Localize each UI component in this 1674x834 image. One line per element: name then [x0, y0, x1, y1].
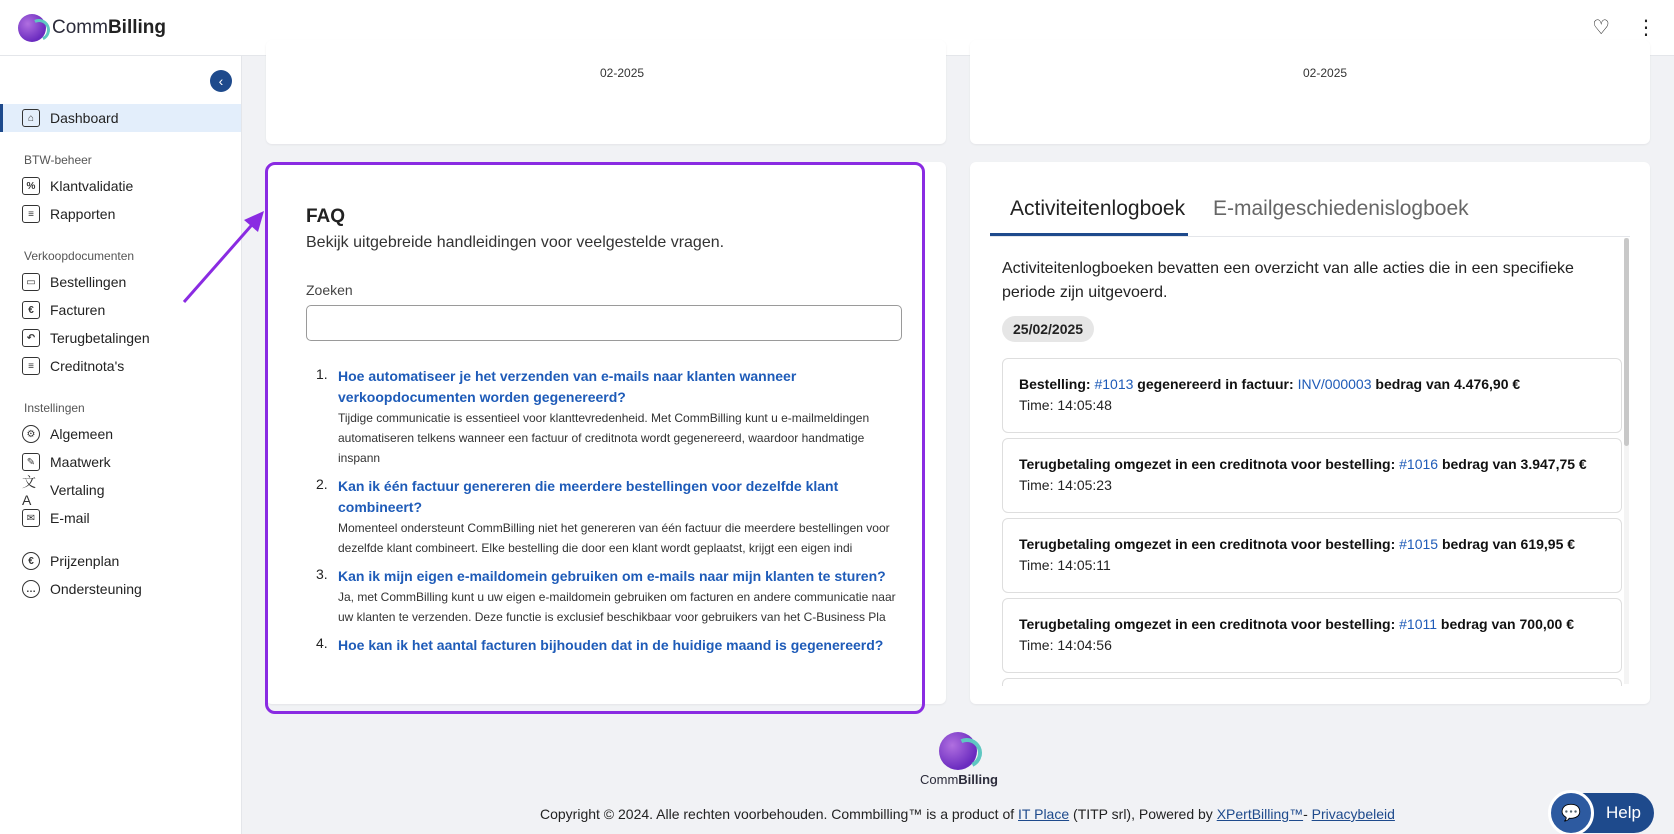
faq-title: FAQ — [306, 206, 346, 227]
home-icon: ⌂ — [22, 109, 40, 127]
refund-document-icon: ↶ — [22, 329, 40, 347]
sidebar-collapse-button[interactable]: ‹ — [210, 70, 232, 92]
document-icon: ≡ — [22, 205, 40, 223]
faq-item: 1. Hoe automatiseer je het verzenden van e-mails naar klanten wanneer verkoopdocumenten worden gegenereerd? Tijdige communicatie is essentieel voor klanttevredenheid. Met CommBilling kunt u e-mailmeldingen automatiseren telkens wanneer een factuur of creditnota wordt gegenereerd, waardoor handmatige inspann — [306, 366, 906, 468]
order-link[interactable]: #1015 — [1399, 536, 1439, 552]
heart-icon[interactable]: ♡ — [1592, 17, 1610, 39]
sidebar-item-creditnotas[interactable]: ≡ Creditnota's — [0, 352, 241, 380]
app-logo[interactable] — [18, 14, 166, 42]
sidebar-section-btw: BTW-beheer — [24, 153, 92, 167]
faq-search-label: Zoeken — [306, 282, 353, 298]
gear-icon: ⚙ — [22, 425, 40, 443]
footer-logo: CommBilling — [920, 732, 996, 787]
annotation-arrow-icon — [178, 208, 268, 308]
euro-circle-icon: € — [22, 552, 40, 570]
copyright-text: Copyright © 2024. Alle rechten voorbehouden. Commbilling™ is a product of IT Place (TITP srl), Powered by XPertBilling™- Privacybeleid — [540, 806, 1395, 822]
itplace-link[interactable]: IT Place — [1018, 806, 1070, 822]
sidebar-item-ondersteuning[interactable]: … Ondersteuning — [0, 575, 241, 603]
log-time: Time: 14:05:48 — [1019, 397, 1112, 413]
order-link[interactable]: #1011 — [1399, 616, 1438, 632]
footer-logo-mark-icon — [939, 732, 977, 770]
logo-text: CommBilling — [52, 16, 167, 38]
sidebar-section-verkoop: Verkoopdocumenten — [24, 249, 135, 263]
xpertbilling-link[interactable]: XPertBilling™ — [1216, 806, 1304, 822]
faq-answer: Tijdige communicatie is essentieel voor klanttevredenheid. Met CommBilling kunt u e-mailmeldingen automatiseren telkens wanneer een factuur of creditnota wordt gegenereerd, waardoor handmatige inspann — [338, 411, 870, 465]
privacy-link[interactable]: Privacybeleid — [1311, 806, 1395, 822]
sidebar-item-klantvalidatie[interactable]: % Klantvalidatie — [0, 172, 241, 200]
sidebar-item-prijzenplan[interactable]: € Prijzenplan — [0, 547, 241, 575]
faq-question-link[interactable]: Hoe automatiseer je het verzenden van e-mails naar klanten wanneer verkoopdocumenten worden gegenereerd? — [338, 368, 797, 405]
mail-icon: ✉ — [22, 509, 40, 527]
log-time: Time: 14:05:11 — [1019, 557, 1111, 573]
faq-list — [306, 366, 906, 692]
sidebar-item-vertaling[interactable]: 文A Vertaling — [22, 474, 105, 508]
tab-activiteitenlogboek[interactable]: Activiteitenlogboek — [1010, 197, 1186, 220]
credit-note-icon: ≡ — [22, 357, 40, 375]
sidebar-item-bestellingen[interactable]: ▭ Bestellingen — [0, 268, 241, 296]
invoice-link[interactable]: INV/000003 — [1297, 376, 1372, 392]
faq-item: 2. Kan ik één factuur genereren die meerdere bestellingen voor dezelfde klant combineert? Momenteel ondersteunt CommBilling niet het genereren van één factuur die meerdere bestellingen voor dezelfde klant combineert. Elke bestelling die door een klant wordt geplaatst, krijgt een eigen indi — [306, 476, 906, 558]
sidebar-item-email[interactable]: ✉ E-mail — [0, 504, 241, 532]
sidebar-item-facturen[interactable]: € Facturen — [0, 296, 241, 324]
log-time: Time: 14:04:56 — [1019, 637, 1112, 653]
help-button[interactable]: Help — [1550, 793, 1654, 833]
log-entry: Terugbetaling omgezet in een creditnota voor bestelling: #1016 bedrag van 3.947,75 € Time: 14:05:23 — [1002, 438, 1622, 513]
sidebar-item-maatwerk[interactable]: ✎ Maatwerk — [0, 448, 241, 476]
log-entry: Terugbetaling omgezet in een creditnota voor bestelling: #1015 bedrag van 619,95 € Time: 14:05:11 — [1002, 518, 1622, 593]
chart-tick-left: 02-2025 — [600, 66, 645, 80]
activity-description: Activiteitenlogboeken bevatten een overzicht van alle acties die in een specifieke periode zijn uitgevoerd. — [1002, 260, 1574, 301]
percent-document-icon: % — [22, 177, 40, 195]
order-link[interactable]: #1016 — [1399, 456, 1439, 472]
logo-mark-icon — [18, 14, 46, 42]
chart-card-left — [266, 40, 946, 144]
chart-card-right — [970, 40, 1650, 144]
faq-search-input[interactable] — [306, 305, 902, 341]
active-tab-indicator — [990, 233, 1188, 236]
chart-tick-right: 02-2025 — [1303, 66, 1348, 80]
log-entry-partial — [1002, 678, 1622, 686]
sidebar-section-instellingen: Instellingen — [24, 401, 85, 415]
tabs-divider — [990, 236, 1630, 237]
sidebar-item-dashboard[interactable]: ⌂ Dashboard — [0, 104, 241, 132]
sidebar-item-rapporten[interactable]: ≡ Rapporten — [0, 200, 241, 228]
faq-answer: Momenteel ondersteunt CommBilling niet het genereren van één factuur die meerdere bestellingen voor dezelfde klant combineert. Elke bestelling die door een klant wordt geplaatst, krijgt een eigen indi — [338, 521, 890, 555]
faq-item: 3. Kan ik mijn eigen e-maildomein gebruiken om e-mails naar mijn klanten te sturen? Ja, met CommBilling kunt u uw eigen e-maildomein gebruiken om facturen en andere communicatie naar uw klanten te verzenden. Deze functie is exclusief beschikbaar voor gebruikers van het C-Business Pla — [306, 566, 906, 627]
tab-emailgeschiedenislogboek[interactable]: E-mailgeschiedenislogboek — [1213, 197, 1469, 220]
log-time: Time: 14:05:23 — [1019, 477, 1112, 493]
log-entry: Bestelling: #1013 gegenereerd in factuur: INV/000003 bedrag van 4.476,90 € Time: 14:05:48 — [1002, 358, 1622, 433]
custom-document-icon: ✎ — [22, 453, 40, 471]
more-vertical-icon[interactable]: ⋮ — [1636, 17, 1656, 39]
sidebar-item-algemeen[interactable]: ⚙ Algemeen — [0, 420, 241, 448]
sidebar-item-terugbetalingen[interactable]: ↶ Terugbetalingen — [0, 324, 241, 352]
inbox-icon: ▭ — [22, 273, 40, 291]
chat-support-icon: … — [22, 580, 40, 598]
translate-icon: 文A — [22, 474, 36, 508]
activity-scrollbar[interactable] — [1624, 238, 1629, 446]
euro-document-icon: € — [22, 301, 40, 319]
order-link[interactable]: #1013 — [1094, 376, 1134, 392]
date-badge: 25/02/2025 — [1002, 316, 1094, 342]
faq-answer: Ja, met CommBilling kunt u uw eigen e-maildomein gebruiken om facturen en andere communicatie naar uw klanten te verzenden. Deze functie is exclusief beschikbaar voor gebruikers van het C-Business Pla — [338, 590, 896, 624]
log-entry: Terugbetaling omgezet in een creditnota voor bestelling: #1011 bedrag van 700,00 € Time: 14:04:56 — [1002, 598, 1622, 673]
faq-question-link[interactable]: Hoe kan ik het aantal facturen bijhouden dat in de huidige maand is gegenereerd? — [338, 637, 884, 653]
faq-question-link[interactable]: Kan ik mijn eigen e-maildomein gebruiken om e-mails naar mijn klanten te sturen? — [338, 568, 886, 584]
faq-question-link[interactable]: Kan ik één factuur genereren die meerdere bestellingen voor dezelfde klant combineert? — [338, 478, 839, 515]
chat-help-icon[interactable]: 💬 — [1548, 790, 1594, 834]
faq-subtitle: Bekijk uitgebreide handleidingen voor veelgestelde vragen. — [306, 234, 725, 251]
faq-item: 4. Hoe kan ik het aantal facturen bijhouden dat in de huidige maand is gegenereerd? — [306, 635, 906, 656]
